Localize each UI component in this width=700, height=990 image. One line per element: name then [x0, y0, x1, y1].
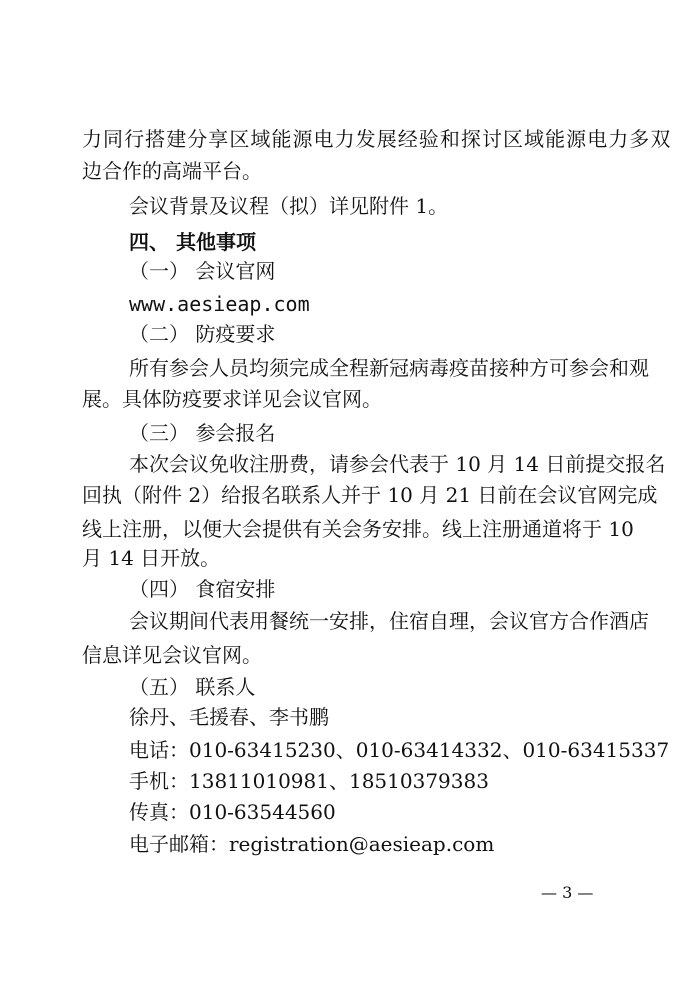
body-text-line: 信息详见会议官网。: [82, 643, 262, 667]
contact-phone: 电话：010-63415230、010-63414332、010-63415337: [129, 738, 670, 762]
body-text-line: 力同行搭建分享区域能源电力发展经验和探讨区域能源电力多双: [82, 127, 672, 151]
body-text-line: 线上注册，以便大会提供有关会务安排。线上注册通道将于 10: [82, 517, 634, 541]
subsection-heading: （四） 食宿安排: [129, 577, 276, 601]
page-number: — 3 —: [541, 883, 594, 902]
contact-names: 徐丹、毛援春、李书鹏: [129, 705, 329, 729]
body-text-line: 回执（附件 2）给报名联系人并于 10 月 21 日前在会议官网完成: [82, 483, 658, 507]
body-text-line: 本次会议免收注册费，请参会代表于 10 月 14 日前提交报名: [129, 452, 666, 476]
subsection-heading: （五） 联系人: [129, 675, 256, 699]
subsection-heading: （一） 会议官网: [129, 259, 276, 283]
body-text-line: 所有参会人员均须完成全程新冠病毒疫苗接种方可参会和观: [129, 356, 649, 380]
contact-email: 电子邮箱：registration@aesieap.com: [129, 832, 495, 856]
body-text-line: 边合作的高端平台。: [82, 159, 262, 183]
contact-fax: 传真：010-63544560: [129, 800, 336, 824]
contact-mobile: 手机：13811010981、18510379383: [129, 769, 489, 793]
subsection-heading: （二） 防疫要求: [129, 322, 276, 346]
body-text-line: 月 14 日开放。: [82, 546, 221, 570]
body-text-line: 展。具体防疫要求详见会议官网。: [82, 387, 382, 411]
body-text-line: 会议期间代表用餐统一安排，住宿自理，会议官方合作酒店: [129, 609, 649, 633]
subsection-heading: （三） 参会报名: [129, 421, 276, 445]
section-heading: 四、 其他事项: [129, 230, 256, 254]
website-url: www.aesieap.com: [129, 292, 310, 316]
body-text-line: 会议背景及议程（拟）详见附件 1。: [129, 194, 449, 218]
